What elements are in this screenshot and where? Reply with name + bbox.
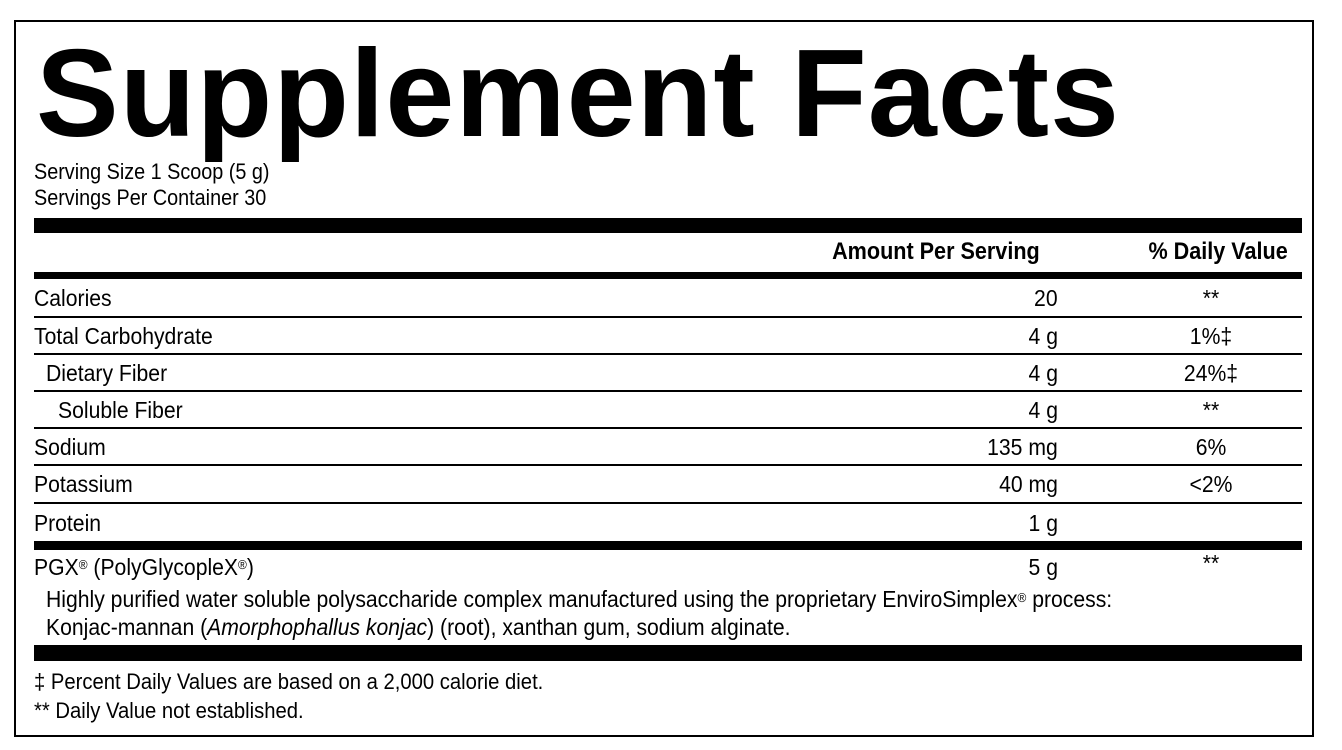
nutrient-daily-value: 1%‡: [1189, 323, 1233, 349]
nutrient-row-potassium: [34, 465, 1302, 502]
nutrient-name: Protein: [34, 510, 102, 536]
nutrient-row-protein: [34, 504, 1302, 541]
nutrient-name: Total Carbohydrate: [34, 323, 213, 349]
nutrient-row-sodium: [34, 428, 1302, 465]
nutrient-amount: 135 mg: [987, 434, 1058, 460]
thick-divider-top: [34, 218, 1302, 233]
supplement-facts-label: [14, 20, 1314, 737]
ingredient-description-line-2: Konjac-mannan (Amorphophallus konjac) (root), xanthan gum, sodium alginate.: [46, 614, 791, 640]
thick-divider-bottom: [34, 645, 1302, 661]
ingredient-amount: 5 g: [1028, 554, 1058, 580]
footnote-not-established: ** Daily Value not established.: [34, 698, 304, 723]
label-title: Supplement Facts: [36, 25, 1120, 163]
nutrient-row-soluble-fiber: [34, 391, 1302, 428]
nutrient-daily-value: **: [1202, 397, 1220, 423]
nutrient-amount: 1 g: [1028, 510, 1058, 536]
nutrient-row-dietary-fiber: [34, 354, 1302, 391]
nutrient-amount: 4 g: [1028, 360, 1058, 386]
nutrient-amount: 4 g: [1028, 397, 1058, 423]
nutrient-name: Dietary Fiber: [46, 360, 168, 386]
daily-value-header: % Daily Value: [1148, 238, 1288, 265]
serving-size: Serving Size 1 Scoop (5 g): [34, 159, 270, 184]
footnote-daily-value-basis: ‡ Percent Daily Values are based on a 2,000 calorie diet.: [34, 669, 544, 694]
nutrient-amount: 4 g: [1028, 323, 1058, 349]
ingredient-row-pgx: [34, 548, 1302, 585]
nutrient-name: Potassium: [34, 471, 133, 497]
nutrient-name: Soluble Fiber: [58, 397, 183, 423]
servings-per-container: Servings Per Container 30: [34, 185, 267, 210]
nutrient-row-calories: [34, 279, 1302, 316]
medium-divider: [34, 272, 1302, 279]
nutrient-daily-value: <2%: [1189, 471, 1233, 497]
nutrient-name: Sodium: [34, 434, 106, 460]
nutrient-daily-value: 6%: [1195, 434, 1227, 460]
nutrient-name: Calories: [34, 285, 112, 311]
nutrient-daily-value: 24%‡: [1183, 360, 1239, 386]
ingredient-description-line-1: Highly purified water soluble polysaccharide complex manufactured using the proprietary EnviroSimplex® process:: [46, 586, 1113, 612]
nutrient-amount: 20: [1034, 285, 1058, 311]
nutrient-daily-value: **: [1202, 285, 1220, 311]
nutrient-amount: 40 mg: [999, 471, 1058, 497]
ingredient-name: PGX® (PolyGlycopleX®): [34, 554, 254, 580]
ingredient-daily-value: **: [1202, 550, 1220, 576]
nutrient-row-total-carbohydrate: [34, 317, 1302, 354]
amount-per-serving-header: Amount Per Serving: [832, 238, 1040, 265]
